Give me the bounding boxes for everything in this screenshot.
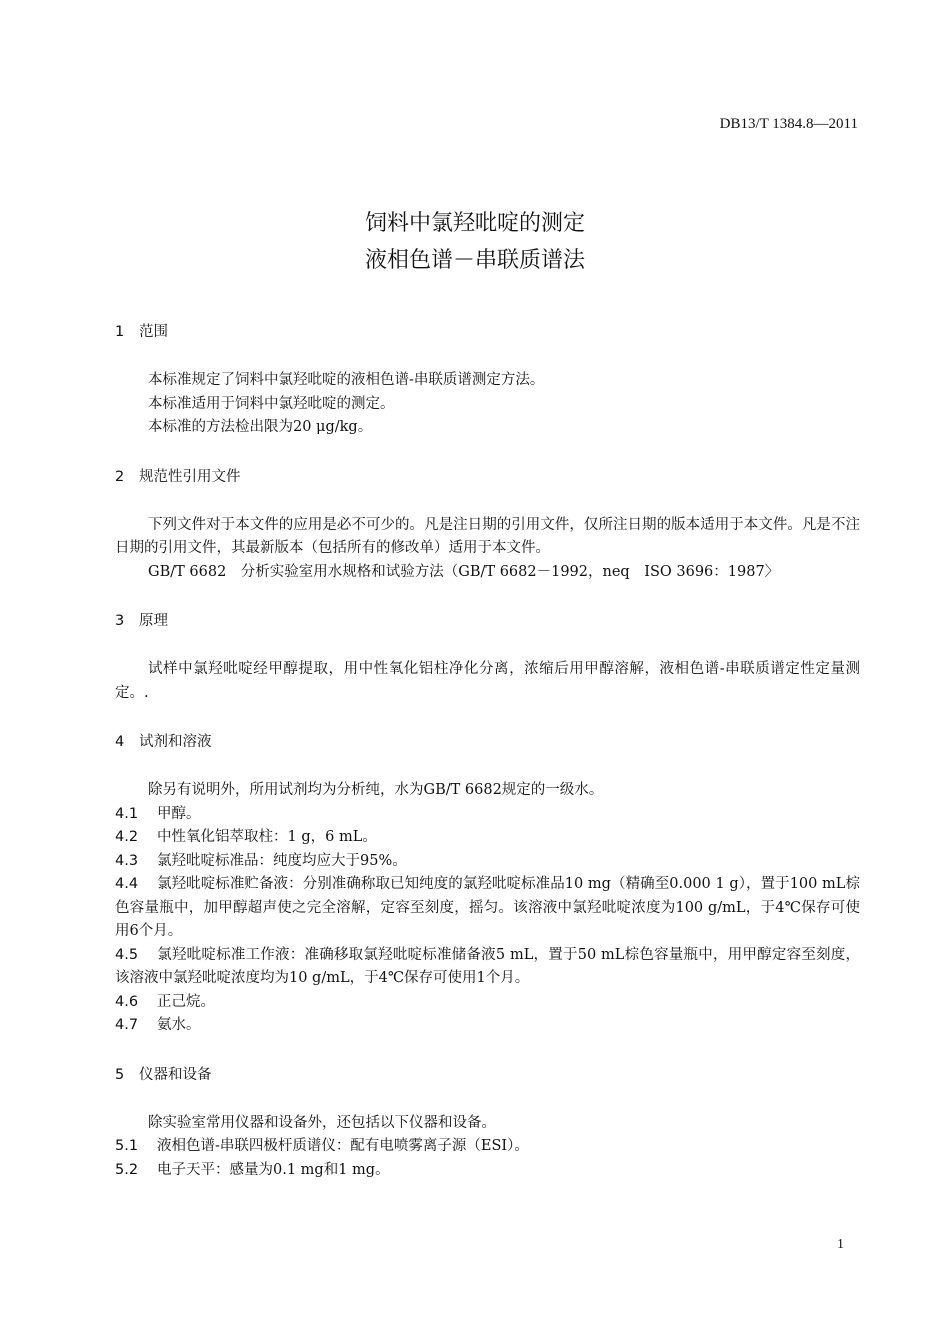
- paragraph: 本标准适用于饲料中氯羟吡啶的测定。: [148, 395, 395, 412]
- list-item: [115, 1014, 860, 1038]
- item-number: 5.1: [115, 1138, 139, 1154]
- section-title: 仪器和设备: [139, 1066, 212, 1083]
- list-item: [115, 873, 860, 944]
- section-body-apparatus: [115, 1112, 860, 1183]
- item-text: 中性氧化铝萃取柱：1 g，6 mL。: [157, 829, 377, 845]
- title-line-2: 液相色谱－串联质谱法: [364, 248, 585, 273]
- item-number: 4.6: [115, 993, 139, 1010]
- item-text: 正己烷。: [157, 993, 215, 1010]
- item-text: 氯羟吡啶标准工作液：准确移取氯羟吡啶标准储备液5 mL，置于50 mL棕色容量瓶中，用甲醇定容至刻度，该溶液中氯羟吡啶浓度均为10 g/mL，于4℃保存可使用1个月。: [115, 946, 860, 986]
- section-body-principle: [115, 658, 860, 705]
- paragraph: 除实验室常用仪器和设备外，还包括以下仪器和设备。: [148, 1114, 496, 1131]
- paragraph: 本标准规定了饲料中氯羟吡啶的液相色谱-串联质谱测定方法。: [148, 372, 545, 388]
- document-body: [115, 320, 860, 1182]
- item-number: 5.2: [115, 1161, 139, 1178]
- section-title: 试剂和溶液: [139, 734, 212, 750]
- list-item: [115, 1135, 860, 1159]
- item-number: 4.1: [115, 805, 139, 822]
- section-title: 原理: [139, 613, 168, 629]
- page-number: 1: [837, 1237, 844, 1252]
- section-number: 4: [115, 734, 125, 750]
- section-heading-principle: [115, 609, 860, 633]
- section-title: 范围: [139, 324, 168, 340]
- section-title: 规范性引用文件: [139, 468, 241, 485]
- section-body-reagents: [115, 779, 860, 1038]
- section-heading-scope: [115, 320, 860, 344]
- paragraph: 除另有说明外，所用试剂均为分析纯，水为GB/T 6682规定的一级水。: [148, 782, 604, 798]
- section-body-scope: [115, 369, 860, 440]
- list-item: [115, 944, 860, 991]
- paragraph: 下列文件对于本文件的应用是必不可少的。凡是注日期的引用文件，仅所注日期的版本适用于本文件。凡是不注日期的引用文件，其最新版本（包括所有的修改单）适用于本文件。: [115, 516, 860, 556]
- list-item: [115, 991, 860, 1015]
- section-heading-apparatus: [115, 1063, 860, 1087]
- list-item: [115, 803, 860, 827]
- paragraph: 本标准的方法检出限为20 μg/kg。: [148, 419, 373, 435]
- item-number: 4.7: [115, 1017, 139, 1033]
- item-text: 电子天平：感量为0.1 mg和1 mg。: [157, 1161, 390, 1178]
- item-number: 4.2: [115, 829, 139, 845]
- item-text: 氯羟吡啶标准品：纯度均应大于95%。: [157, 852, 407, 869]
- section-body-references: [115, 514, 860, 585]
- title-line-1: 饲料中氯羟吡啶的测定: [364, 211, 585, 236]
- standard-code: DB13/T 1384.8—2011: [719, 116, 858, 132]
- item-number: 4.3: [115, 852, 139, 869]
- section-number: 3: [115, 613, 125, 629]
- item-text: 液相色谱-串联四极杆质谱仪：配有电喷雾离子源（ESI）。: [157, 1138, 529, 1154]
- item-text: 氨水。: [157, 1017, 201, 1033]
- list-item: [115, 1159, 860, 1183]
- item-text: 甲醇。: [157, 805, 201, 822]
- document-title: [0, 205, 950, 279]
- section-number: 2: [115, 468, 125, 485]
- section-number: 1: [115, 324, 125, 340]
- section-heading-reagents: [115, 730, 860, 754]
- section-number: 5: [115, 1066, 125, 1083]
- reference-entry: GB/T 6682 分析实验室用水规格和试验方法（GB/T 6682－1992，neq ISO 3696：1987〉: [148, 563, 780, 580]
- item-number: 4.4: [115, 876, 139, 892]
- item-text: 氯羟吡啶标准贮备液：分别准确称取已知纯度的氯羟吡啶标准品10 mg（精确至0.000 1 g），置于100 mL棕色容量瓶中，加甲醇超声使之完全溶解，定容至刻度，摇匀。该溶液中氯羟吡啶浓度为100 g/mL，于4℃保存可使用6个月。: [115, 876, 860, 939]
- item-number: 4.5: [115, 946, 139, 963]
- list-item: [115, 850, 860, 874]
- section-heading-references: [115, 465, 860, 489]
- list-item: [115, 826, 860, 850]
- paragraph: 试样中氯羟吡啶经甲醇提取，用中性氧化铝柱净化分离，浓缩后用甲醇溶解，液相色谱-串联质谱定性定量测定。.: [115, 661, 860, 701]
